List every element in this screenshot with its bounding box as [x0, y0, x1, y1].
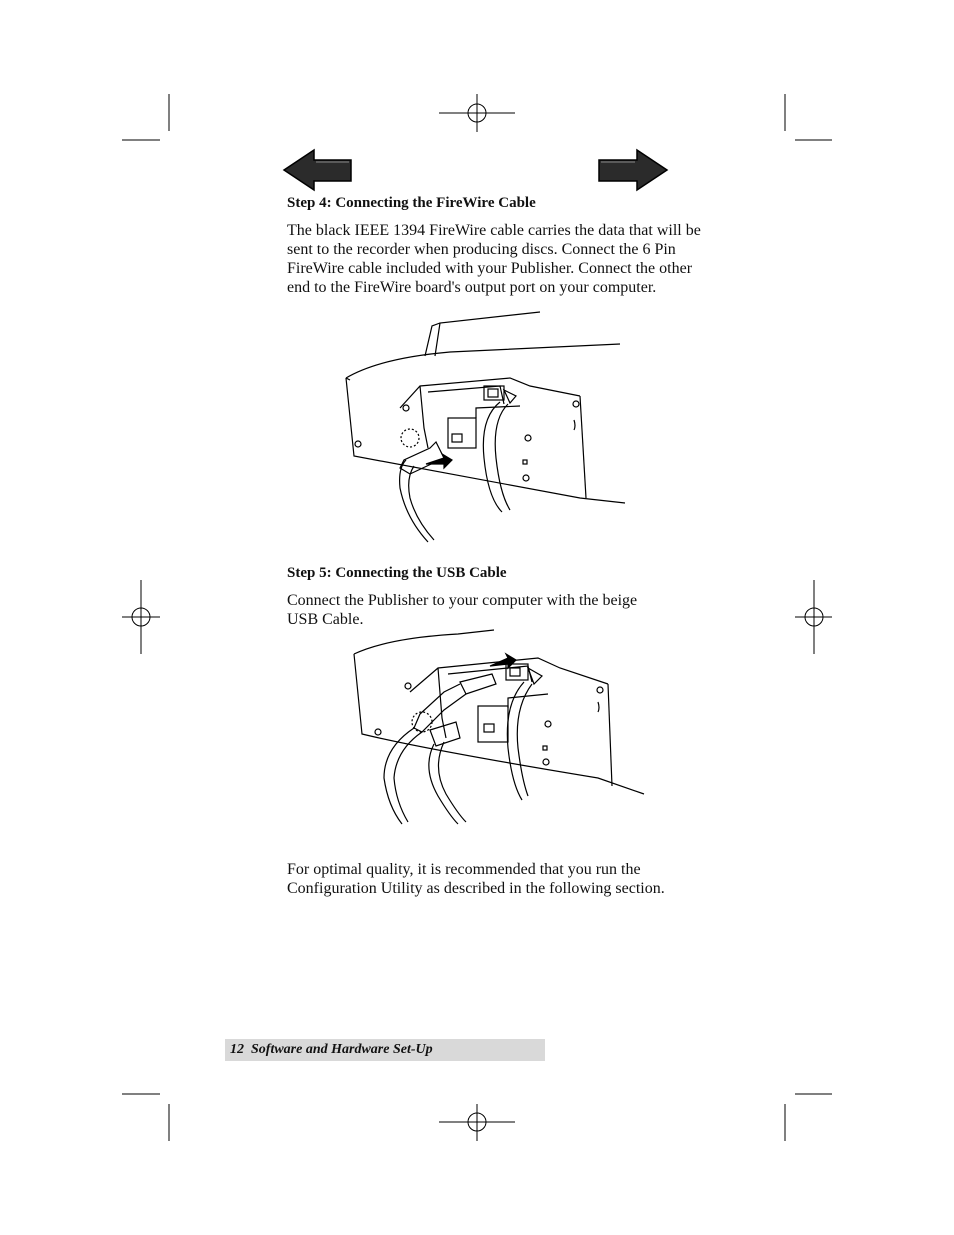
next-page-arrow-icon[interactable] [597, 148, 669, 192]
step4-line: FireWire cable included with your Publisher. Connect the other [287, 260, 693, 277]
previous-page-arrow-icon[interactable] [282, 148, 354, 192]
usb-connection-illustration [348, 628, 648, 830]
step5-heading: Step 5: Connecting the USB Cable [287, 565, 507, 581]
firewire-connection-illustration [340, 308, 630, 546]
step5-line: Connect the Publisher to your computer with the beige [287, 592, 638, 609]
step4-line: end to the FireWire board's output port on your computer. [287, 279, 657, 296]
step4-heading: Step 4: Connecting the FireWire Cable [287, 195, 536, 211]
page-number: 12 [230, 1042, 244, 1057]
step5-paragraph [287, 591, 732, 629]
step5-line: USB Cable. [287, 611, 364, 628]
step4-paragraph [287, 221, 732, 297]
page-footer [225, 1039, 545, 1061]
footer-text [230, 1042, 433, 1058]
closing-paragraph [287, 860, 732, 898]
step4-line: sent to the recorder when producing discs. Connect the 6 Pin [287, 241, 676, 258]
closing-line: For optimal quality, it is recommended that you run the [287, 861, 641, 878]
closing-line: Configuration Utility as described in the following section. [287, 880, 665, 897]
section-title: Software and Hardware Set-Up [251, 1042, 433, 1057]
step4-line: The black IEEE 1394 FireWire cable carries the data that will be [287, 222, 701, 239]
